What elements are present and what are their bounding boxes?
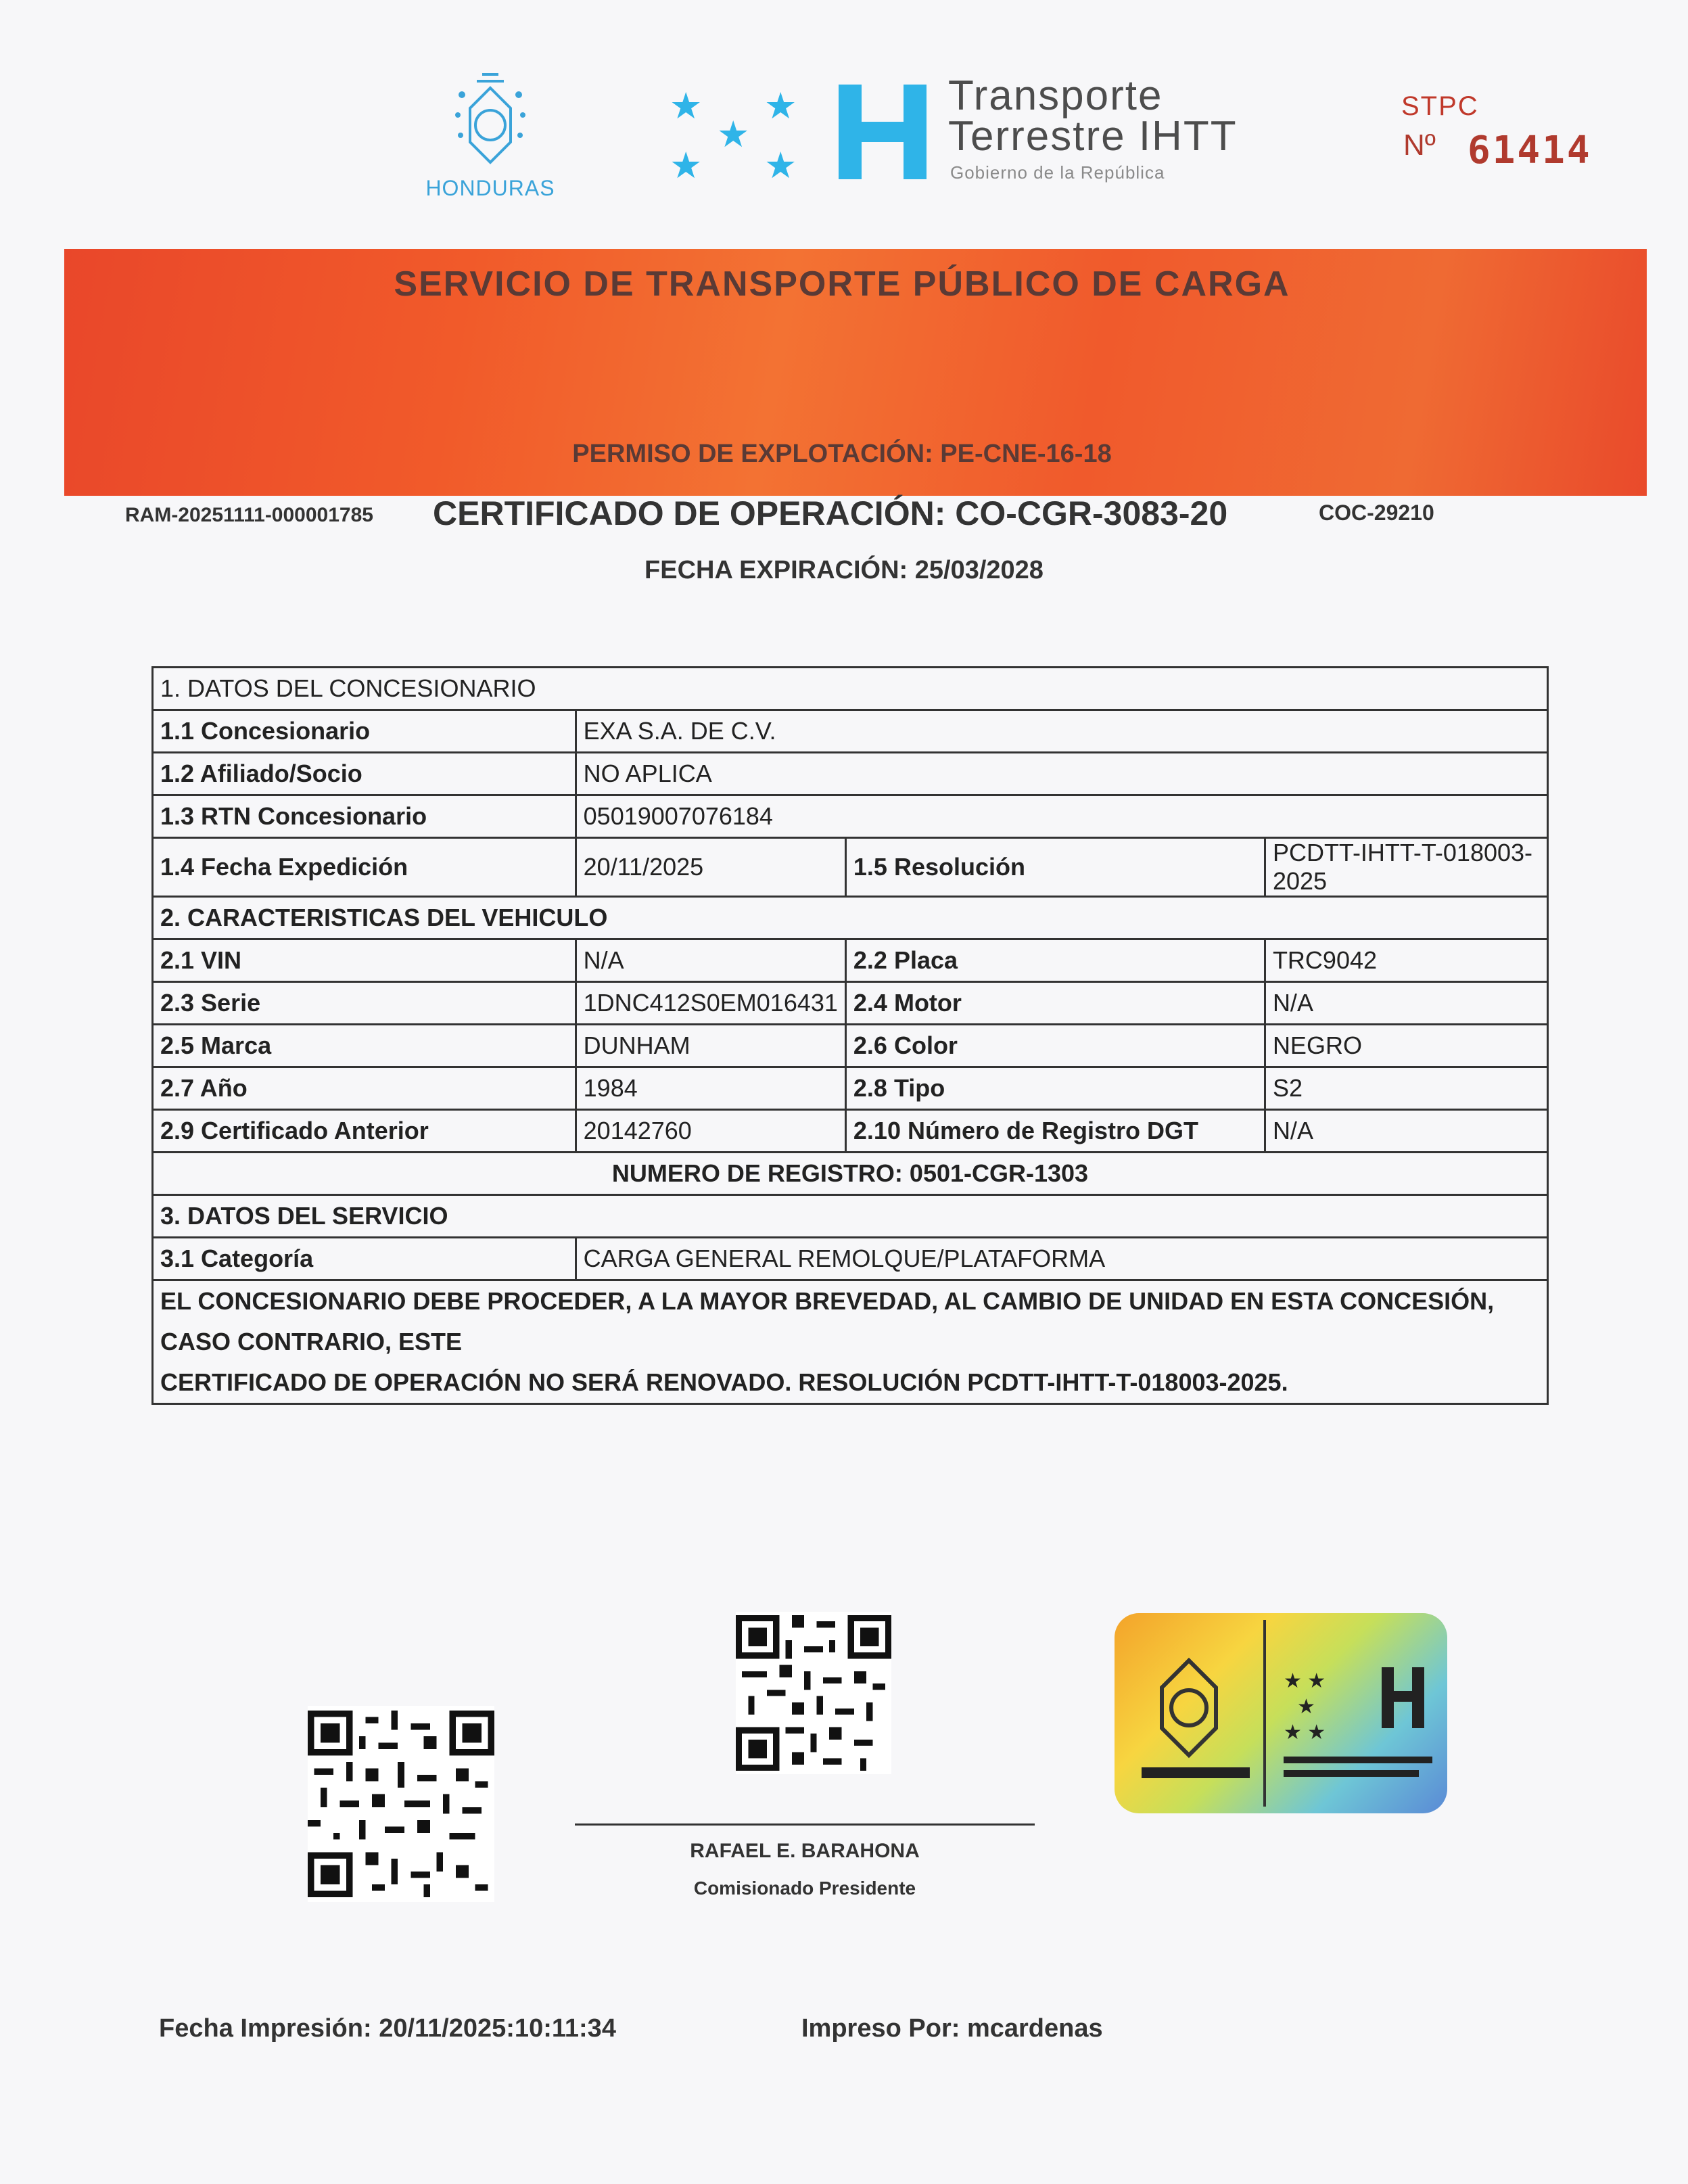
section-header: 1. DATOS DEL CONCESIONARIO — [153, 668, 1548, 710]
fecha-impresion: Fecha Impresión: 20/11/2025:10:11:34 — [159, 2014, 616, 2043]
field-label: 2.3 Serie — [153, 982, 576, 1025]
numero-registro: NUMERO DE REGISTRO: 0501-CGR-1303 — [153, 1153, 1548, 1195]
signatory-title: Comisionado Presidente — [693, 1878, 916, 1899]
agency-subtitle: Gobierno de la República — [950, 162, 1165, 183]
field-label: 1.2 Afiliado/Socio — [153, 753, 576, 795]
table-row — [153, 1153, 1548, 1195]
field-value: EXA S.A. DE C.V. — [576, 710, 1547, 753]
coat-of-arms-icon — [402, 68, 578, 176]
banner-title: SERVICIO DE TRANSPORTE PÚBLICO DE CARGA — [394, 264, 1290, 304]
fecha-expiracion: FECHA EXPIRACIÓN: 25/03/2028 — [644, 556, 1044, 584]
ihtt-h-logo-icon — [839, 85, 927, 179]
svg-text:★: ★ — [1297, 1696, 1315, 1718]
ram-number: RAM-20251111-000001785 — [125, 504, 373, 526]
table-row — [153, 1238, 1548, 1280]
field-label: 2.7 Año — [153, 1067, 576, 1110]
five-stars-emblem — [663, 81, 812, 189]
field-label: 1.1 Concesionario — [153, 710, 576, 753]
field-value: DUNHAM — [576, 1025, 845, 1067]
field-value: 1984 — [576, 1067, 845, 1110]
agency-name-line1: Transporte — [948, 72, 1163, 119]
star-icon: ★ — [670, 145, 703, 186]
permiso-explotacion: PERMISO DE EXPLOTACIÓN: PE-CNE-16-18 — [572, 440, 1112, 468]
field-label: 2.5 Marca — [153, 1025, 576, 1067]
certificate-data-table — [151, 666, 1549, 1405]
field-value: N/A — [576, 939, 845, 982]
notice-line: CERTIFICADO DE OPERACIÓN NO SERÁ RENOVADO. RESOLUCIÓN PCDTT-IHTT-T-018003-2025. — [160, 1368, 1288, 1396]
field-value: TRC9042 — [1265, 939, 1547, 982]
star-icon: ★ — [717, 114, 750, 155]
svg-text:★ ★: ★ ★ — [1284, 1670, 1326, 1692]
table-row — [153, 838, 1548, 897]
agency-name — [948, 72, 1238, 160]
field-label: 1.4 Fecha Expedición — [153, 838, 576, 897]
qr-code-left — [308, 1706, 494, 1902]
notice-text — [153, 1280, 1548, 1404]
certificado-operacion: CERTIFICADO DE OPERACIÓN: CO-CGR-3083-20 — [433, 494, 1228, 532]
field-label: 2.2 Placa — [845, 939, 1265, 982]
field-value: CARGA GENERAL REMOLQUE/PLATAFORMA — [576, 1238, 1547, 1280]
signatory-name: RAFAEL E. BARAHONA — [690, 1840, 920, 1862]
field-label: 1.3 RTN Concesionario — [153, 795, 576, 838]
number-prefix: Nº — [1403, 129, 1436, 162]
field-value: NO APLICA — [576, 753, 1547, 795]
field-label: 3.1 Categoría — [153, 1238, 576, 1280]
field-label: 1.5 Resolución — [845, 838, 1265, 897]
field-label: 2.4 Motor — [845, 982, 1265, 1025]
table-row — [153, 1110, 1548, 1153]
table-row — [153, 939, 1548, 982]
table-row — [153, 982, 1548, 1025]
table-row — [153, 795, 1548, 838]
star-icon: ★ — [764, 86, 797, 126]
svg-text:★ ★: ★ ★ — [1284, 1721, 1326, 1744]
table-row — [153, 1067, 1548, 1110]
field-label: 2.8 Tipo — [845, 1067, 1265, 1110]
field-value: PCDTT-IHTT-T-018003-2025 — [1265, 838, 1547, 897]
hologram-seal-icon — [1115, 1613, 1447, 1813]
field-value: NEGRO — [1265, 1025, 1547, 1067]
table-row — [153, 753, 1548, 795]
field-label: 2.10 Número de Registro DGT — [845, 1110, 1265, 1153]
table-row — [153, 1195, 1548, 1238]
field-label: 2.6 Color — [845, 1025, 1265, 1067]
field-value: 20142760 — [576, 1110, 845, 1153]
field-value: S2 — [1265, 1067, 1547, 1110]
impreso-por: Impreso Por: mcardenas — [801, 2014, 1103, 2043]
coc-number: COC-29210 — [1319, 501, 1434, 525]
qr-code-center — [736, 1612, 891, 1774]
section-header: 2. CARACTERISTICAS DEL VEHICULO — [153, 897, 1548, 939]
field-value: 05019007076184 — [576, 795, 1547, 838]
table-row — [153, 710, 1548, 753]
table-row — [153, 1280, 1548, 1404]
section-header: 3. DATOS DEL SERVICIO — [153, 1195, 1548, 1238]
stpc-label: STPC — [1401, 91, 1479, 121]
field-value: 1DNC412S0EM016431 — [576, 982, 845, 1025]
signature-line — [575, 1823, 1035, 1826]
honduras-coat-of-arms-logo — [402, 68, 578, 210]
field-label: 2.1 VIN — [153, 939, 576, 982]
star-icon: ★ — [764, 145, 797, 186]
notice-line: EL CONCESIONARIO DEBE PROCEDER, A LA MAYOR BREVEDAD, AL CAMBIO DE UNIDAD EN ESTA CONCESIÓN, CASO CONTRARIO, ESTE — [160, 1287, 1495, 1355]
honduras-label: HONDURAS — [425, 176, 555, 200]
serial-number: 61414 — [1468, 129, 1592, 172]
field-value: N/A — [1265, 982, 1547, 1025]
field-value: N/A — [1265, 1110, 1547, 1153]
agency-name-line2: Terrestre IHTT — [948, 113, 1238, 160]
table-row — [153, 897, 1548, 939]
field-value: 20/11/2025 — [576, 838, 845, 897]
table-row — [153, 668, 1548, 710]
table-row — [153, 1025, 1548, 1067]
star-icon: ★ — [670, 86, 703, 126]
hologram-seal — [1115, 1613, 1447, 1813]
field-label: 2.9 Certificado Anterior — [153, 1110, 576, 1153]
